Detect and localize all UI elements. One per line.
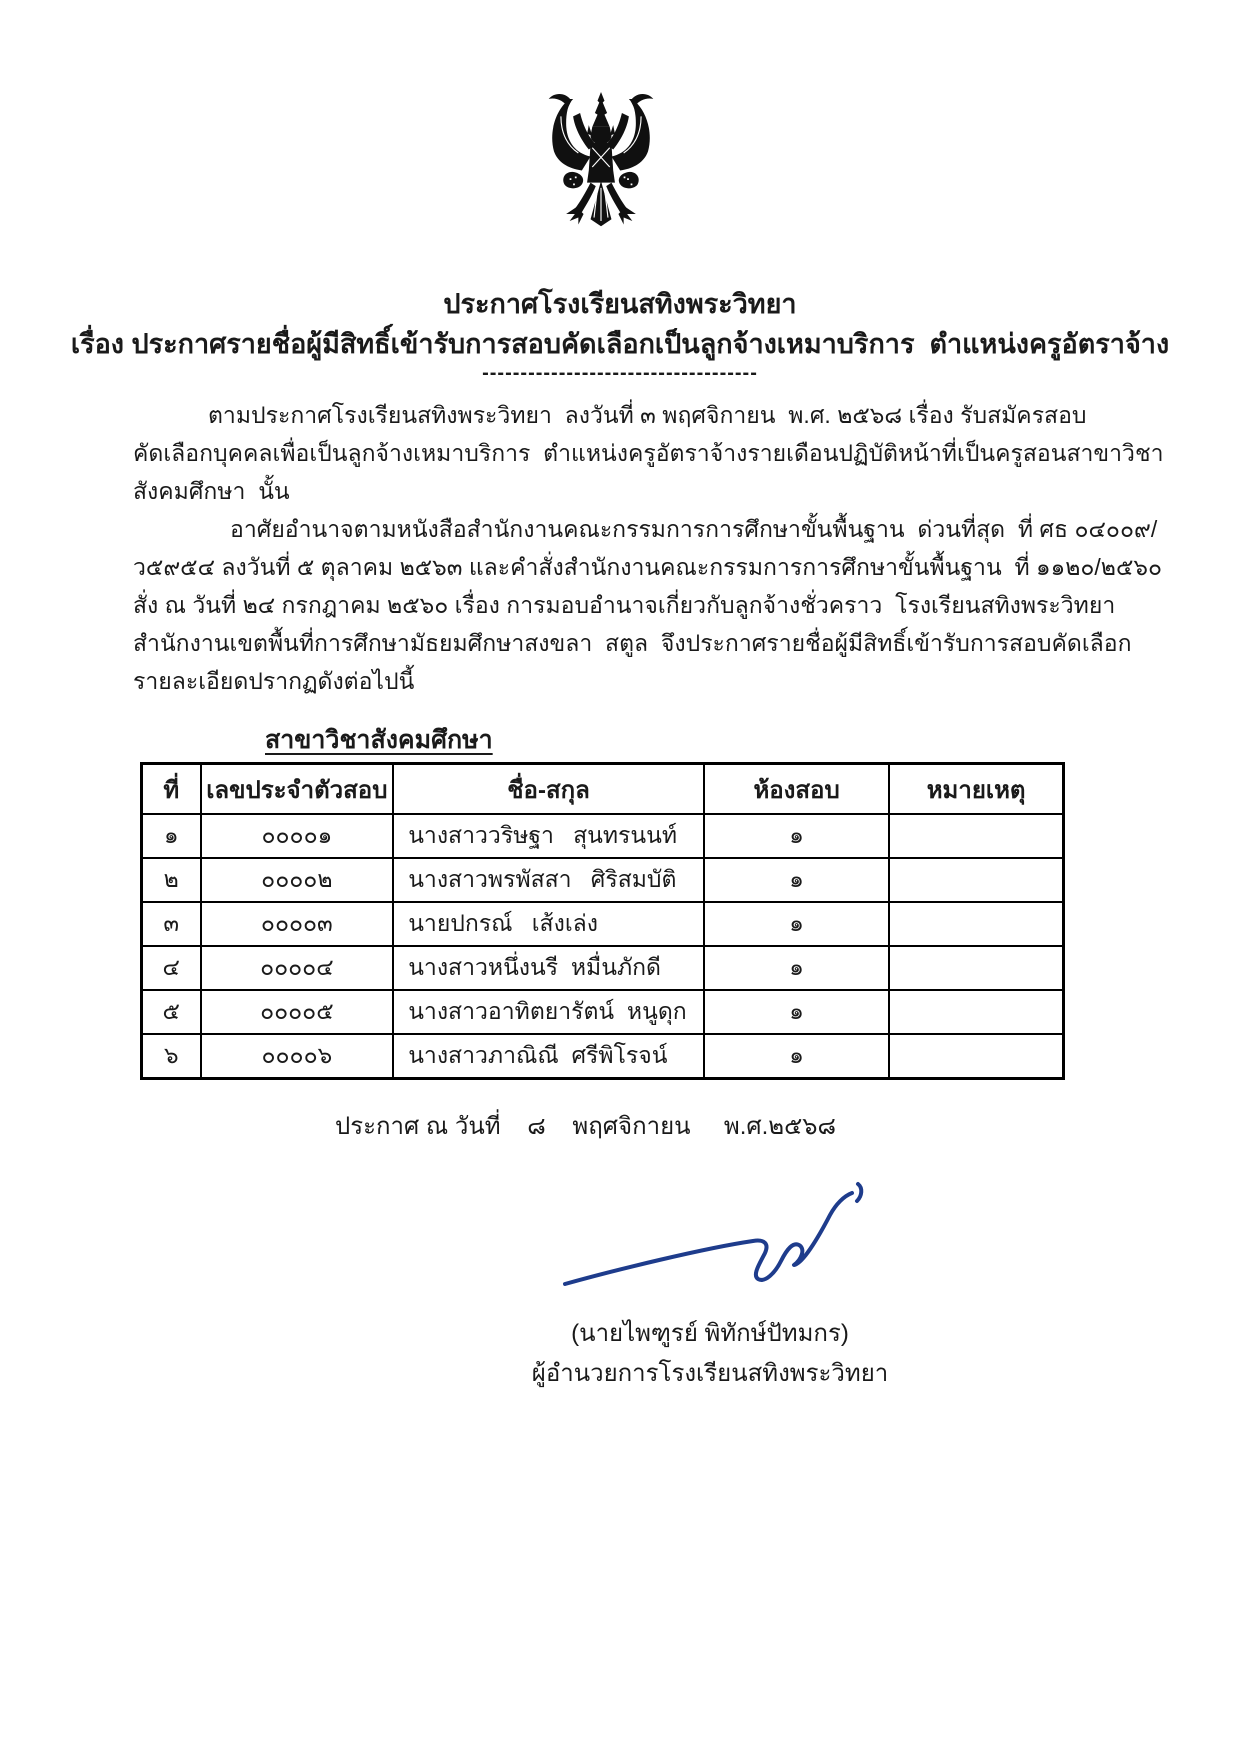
cell-remark bbox=[889, 990, 1063, 1034]
cell-exam-id: ๐๐๐๐๕ bbox=[201, 990, 394, 1034]
page-title: ประกาศโรงเรียนสทิงพระวิทยา bbox=[443, 289, 797, 319]
cell-no: ๓ bbox=[142, 902, 201, 946]
cell-no: ๑ bbox=[142, 814, 201, 858]
subject-line: เรื่อง ประกาศรายชื่อผู้มีสิทธิ์เข้ารับการสอบคัดเลือกเป็นลูกจ้างเหมาบริการ ตำแหน่งครูอัตราจ้าง bbox=[70, 329, 1170, 359]
cell-room: ๑ bbox=[704, 946, 889, 990]
body-line: สำนักงานเขตพื้นที่การศึกษามัธยมศึกษาสงขลา สตูล จึงประกาศรายชื่อผู้มีสิทธิ์เข้ารับการสอบคัดเลือก bbox=[133, 630, 1132, 656]
cell-room: ๑ bbox=[704, 990, 889, 1034]
column-header-name: ชื่อ-สกุล bbox=[393, 764, 704, 815]
cell-remark bbox=[889, 902, 1063, 946]
cell-name: นายปกรณ์ เส้งเล่ง bbox=[393, 902, 704, 946]
cell-room: ๑ bbox=[704, 1034, 889, 1079]
cell-no: ๔ bbox=[142, 946, 201, 990]
body-line: สังคมศึกษา นั้น bbox=[133, 478, 290, 504]
table-row bbox=[142, 902, 1064, 946]
cell-no: ๒ bbox=[142, 858, 201, 902]
section-heading: สาขาวิชาสังคมศึกษา bbox=[265, 726, 493, 754]
column-header-remark: หมายเหตุ bbox=[889, 764, 1063, 815]
cell-exam-id: ๐๐๐๐๑ bbox=[201, 814, 394, 858]
body-line: สั่ง ณ วันที่ ๒๔ กรกฎาคม ๒๕๖๐ เรื่อง การมอบอำนาจเกี่ยวกับลูกจ้างชั่วคราว โรงเรียนสทิงพระวิทยา bbox=[133, 592, 1116, 618]
signer-title: ผู้อำนวยการโรงเรียนสทิงพระวิทยา bbox=[531, 1360, 889, 1387]
body-line: ตามประกาศโรงเรียนสทิงพระวิทยา ลงวันที่ ๓ พฤศจิกายน พ.ศ. ๒๕๖๘ เรื่อง รับสมัครสอบ bbox=[208, 402, 1087, 428]
table-header-row bbox=[142, 764, 1064, 815]
candidates-table bbox=[140, 762, 1065, 1080]
cell-room: ๑ bbox=[704, 902, 889, 946]
cell-name: นางสาวหนึ่งนรี หมื่นภักดี bbox=[393, 946, 704, 990]
table-row bbox=[142, 1034, 1064, 1079]
table-row bbox=[142, 814, 1064, 858]
table-row bbox=[142, 858, 1064, 902]
divider-dashes: ------------------------------------ bbox=[482, 362, 758, 384]
cell-name: นางสาวภาณิณี ศรีพิโรจน์ bbox=[393, 1034, 704, 1079]
cell-remark bbox=[889, 814, 1063, 858]
body-line: คัดเลือกบุคคลเพื่อเป็นลูกจ้างเหมาบริการ ตำแหน่งครูอัตราจ้างรายเดือนปฏิบัติหน้าที่เป็นครูสอนสาขาวิชา bbox=[133, 440, 1164, 466]
cell-room: ๑ bbox=[704, 858, 889, 902]
cell-name: นางสาววริษฐา สุนทรนนท์ bbox=[393, 814, 704, 858]
garuda-emblem-icon bbox=[540, 82, 662, 238]
cell-exam-id: ๐๐๐๐๓ bbox=[201, 902, 394, 946]
announcement-date-line: ประกาศ ณ วันที่ ๘ พฤศจิกายน พ.ศ.๒๕๖๘ bbox=[335, 1113, 837, 1140]
cell-exam-id: ๐๐๐๐๔ bbox=[201, 946, 394, 990]
cell-exam-id: ๐๐๐๐๒ bbox=[201, 858, 394, 902]
column-header-no: ที่ bbox=[142, 764, 201, 815]
signer-name: (นายไพฑูรย์ พิทักษ์ปัทมกร) bbox=[571, 1320, 849, 1347]
document-header bbox=[0, 284, 1240, 364]
cell-no: ๖ bbox=[142, 1034, 201, 1079]
signer-block bbox=[510, 1314, 910, 1394]
cell-name: นางสาวอาทิตยารัตน์ หนูดุก bbox=[393, 990, 704, 1034]
cell-remark bbox=[889, 858, 1063, 902]
cell-remark bbox=[889, 946, 1063, 990]
cell-no: ๕ bbox=[142, 990, 201, 1034]
table-row bbox=[142, 990, 1064, 1034]
cell-remark bbox=[889, 1034, 1063, 1079]
cell-name: นางสาวพรพัสสา ศิริสมบัติ bbox=[393, 858, 704, 902]
body-line: รายละเอียดปรากฏดังต่อไปนี้ bbox=[133, 668, 415, 694]
cell-exam-id: ๐๐๐๐๖ bbox=[201, 1034, 394, 1079]
body-text bbox=[133, 396, 1164, 700]
signature-icon bbox=[555, 1178, 875, 1308]
table-row bbox=[142, 946, 1064, 990]
column-header-exam-id: เลขประจำตัวสอบ bbox=[201, 764, 394, 815]
cell-room: ๑ bbox=[704, 814, 889, 858]
body-line: อาศัยอำนาจตามหนังสือสำนักงานคณะกรรมการการศึกษาขั้นพื้นฐาน ด่วนที่สุด ที่ ศธ ๐๔๐๐๙/ bbox=[230, 516, 1158, 542]
column-header-room: ห้องสอบ bbox=[704, 764, 889, 815]
body-line: ว๕๙๕๔ ลงวันที่ ๕ ตุลาคม ๒๕๖๓ และคำสั่งสำนักงานคณะกรรมการการศึกษาขั้นพื้นฐาน ที่ ๑๑๒๐/๒๕๖๐ bbox=[133, 554, 1163, 580]
